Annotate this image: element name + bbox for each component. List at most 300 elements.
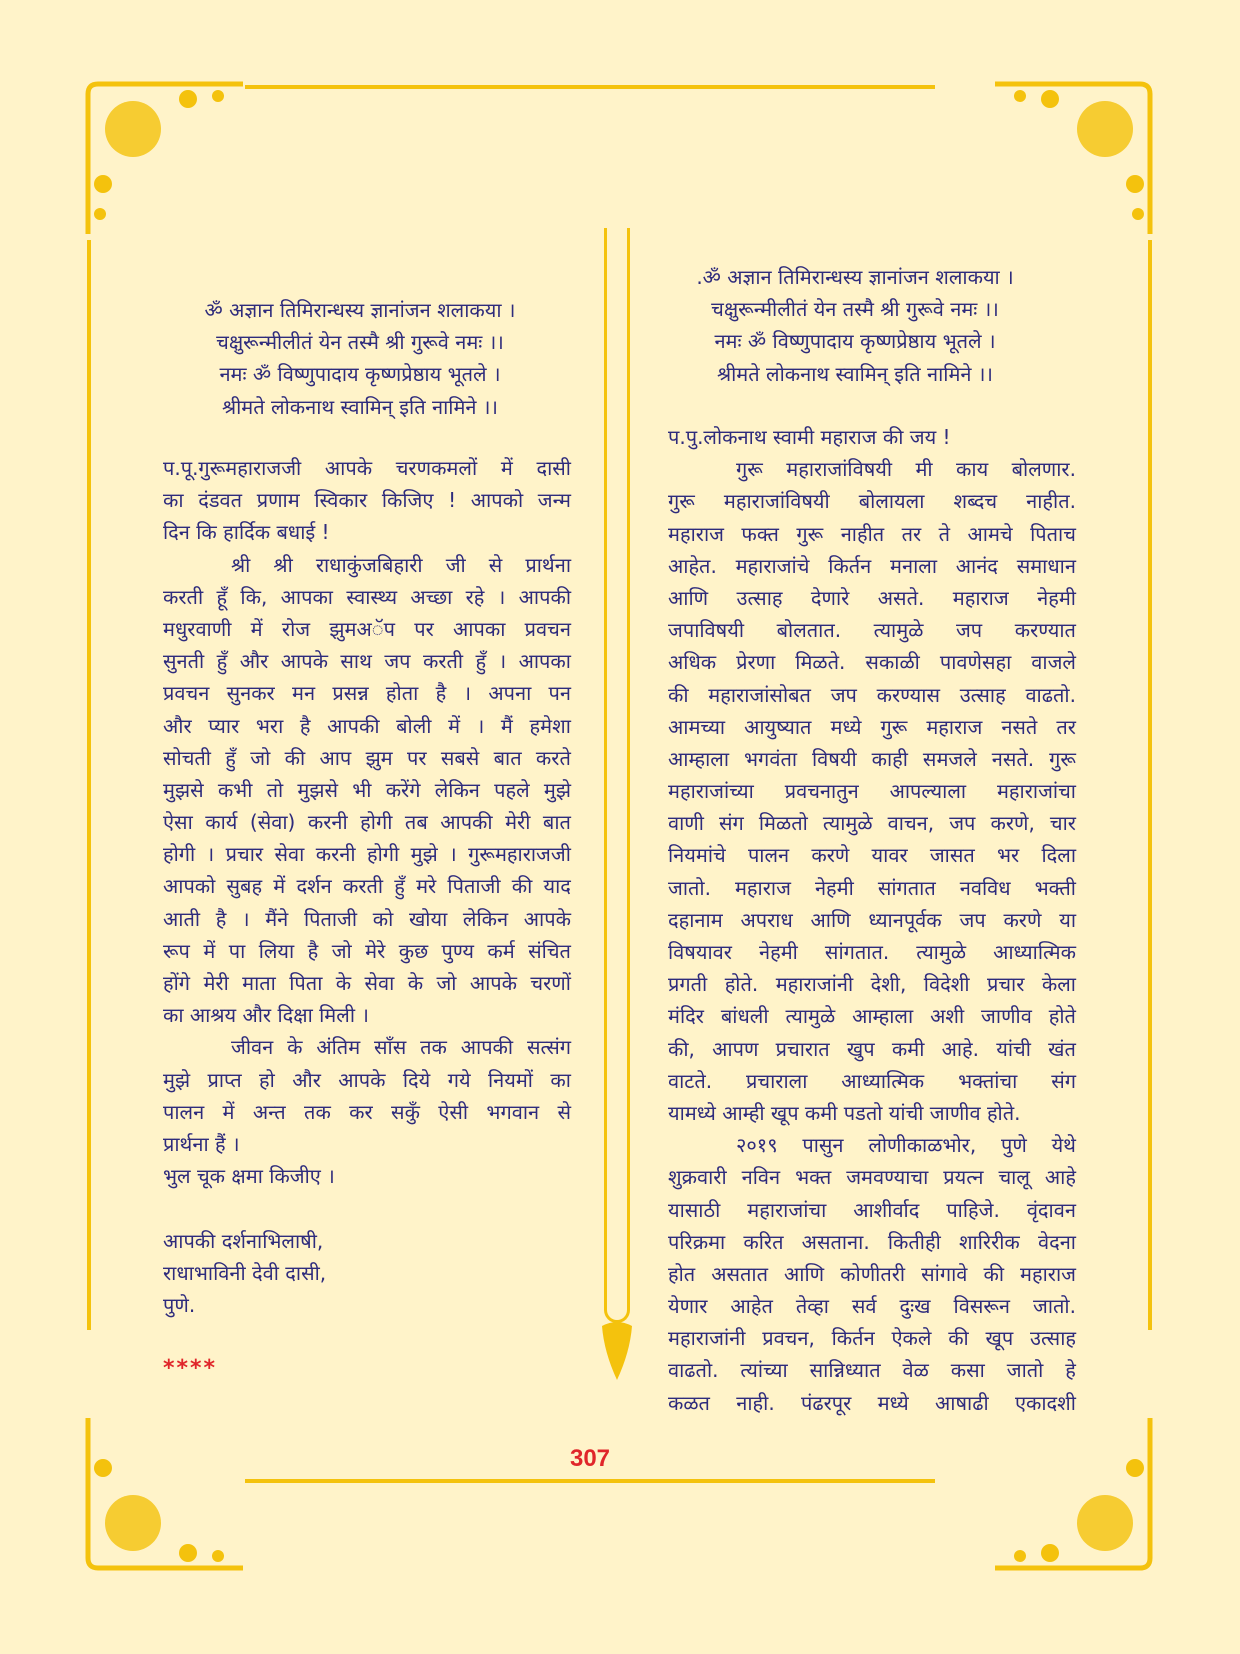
word: महाराजांनी bbox=[668, 1326, 746, 1351]
word: चालू bbox=[998, 1165, 1030, 1190]
word: जासत bbox=[929, 843, 975, 868]
word: बात bbox=[542, 810, 571, 835]
word: ते bbox=[938, 521, 951, 546]
word: करणे bbox=[1003, 907, 1042, 932]
word: आयुष्यात bbox=[744, 714, 812, 739]
word: दासी bbox=[536, 456, 571, 480]
word: पाहिजे. bbox=[946, 1197, 1000, 1222]
text-line: दिन कि हार्दिक बधाई ! bbox=[163, 520, 330, 545]
word: तक bbox=[420, 1035, 447, 1060]
word: पुणे bbox=[1000, 1133, 1027, 1158]
word: पिता bbox=[289, 971, 323, 995]
word: एकादशी bbox=[1014, 1390, 1076, 1415]
word: आध्यात्मिक bbox=[993, 940, 1076, 964]
word: कर bbox=[349, 1099, 373, 1124]
word: या bbox=[1059, 907, 1076, 932]
word: गये bbox=[447, 1067, 471, 1092]
end-stars: **** bbox=[163, 1356, 218, 1381]
word: वाणी bbox=[668, 811, 704, 836]
word: महाराजांविषयी bbox=[786, 457, 893, 482]
word: आपको bbox=[163, 874, 216, 899]
word: अपराध bbox=[740, 907, 793, 932]
text-line bbox=[668, 518, 1076, 550]
word: में bbox=[273, 874, 286, 899]
word: (सेवा) bbox=[249, 810, 296, 835]
word: लोणीकाळभोर, bbox=[868, 1133, 977, 1158]
word: सांगावे bbox=[921, 1261, 968, 1286]
word: जो bbox=[250, 745, 271, 770]
text-line bbox=[163, 677, 571, 709]
word: करण्यास bbox=[876, 682, 940, 707]
word: तर bbox=[901, 521, 922, 546]
word: वाढतो. bbox=[1025, 682, 1076, 707]
text-line bbox=[163, 710, 571, 742]
verse-line: ॐ अज्ञान तिमिरान्धस्य ज्ञानांजन शलाकया । bbox=[204, 298, 516, 322]
word: आपके bbox=[324, 456, 373, 480]
corner-ornament-icon bbox=[78, 74, 248, 234]
word: आपकी bbox=[327, 713, 380, 738]
word: गुरू bbox=[668, 489, 695, 514]
word: झुम bbox=[365, 745, 393, 770]
word: करनी bbox=[307, 810, 348, 835]
word: आम्हाला bbox=[668, 746, 730, 771]
word: जप bbox=[949, 811, 976, 836]
word: त्यामुळे bbox=[916, 940, 967, 964]
word: होगी bbox=[163, 842, 196, 867]
word: किर्तन bbox=[828, 553, 872, 578]
word: गुरू bbox=[736, 457, 763, 482]
word: त्यामुळे bbox=[822, 811, 873, 836]
word: बोलणार. bbox=[1011, 457, 1076, 482]
word: देणारे bbox=[810, 585, 850, 610]
word: जाणीव bbox=[981, 1004, 1032, 1029]
word: नेहमी bbox=[814, 875, 854, 900]
word: होते bbox=[1048, 1004, 1076, 1029]
word: आपकी bbox=[518, 584, 571, 609]
word: पावणेसहा bbox=[939, 650, 1012, 675]
word: आपकी bbox=[460, 1035, 514, 1060]
word: महाराजांनी bbox=[775, 972, 854, 997]
word: आपका bbox=[280, 584, 333, 609]
text-line bbox=[163, 870, 571, 902]
word: आपको bbox=[470, 488, 524, 513]
word: हो bbox=[259, 1067, 275, 1092]
word: प्रवचन bbox=[163, 681, 210, 706]
word: भक्त bbox=[795, 1165, 832, 1190]
word: प्रेरणा bbox=[736, 650, 776, 675]
word: पर bbox=[414, 616, 434, 641]
word: । bbox=[497, 584, 506, 609]
word: भर bbox=[997, 843, 1020, 868]
word: लेकिन bbox=[434, 777, 480, 802]
word: होगी bbox=[360, 810, 393, 835]
word: प्रणाम bbox=[256, 488, 300, 513]
word: मेरी bbox=[203, 971, 229, 995]
word: जीवन bbox=[231, 1035, 274, 1060]
word: करती bbox=[422, 649, 464, 674]
word: प्रसन्न bbox=[332, 681, 369, 706]
word: कार्य bbox=[205, 810, 238, 835]
word: करणे, bbox=[990, 811, 1035, 836]
word: नाहीत. bbox=[1026, 489, 1076, 514]
word: ! bbox=[448, 488, 457, 513]
text-line bbox=[163, 645, 571, 677]
word: की bbox=[511, 874, 533, 899]
word: पन bbox=[548, 681, 571, 706]
text-line bbox=[163, 613, 571, 645]
word: गुरूमहाराजजी bbox=[468, 842, 571, 867]
word: हुँ bbox=[475, 649, 487, 674]
word: हमेशा bbox=[529, 713, 571, 738]
word: वृंदावन bbox=[1026, 1197, 1076, 1222]
word: भरा bbox=[255, 713, 284, 738]
word: से bbox=[488, 552, 503, 577]
word: को bbox=[372, 906, 394, 931]
word: सकुँ bbox=[391, 1099, 420, 1124]
word: महाराजांचा bbox=[996, 779, 1076, 804]
word: आणि bbox=[784, 1261, 825, 1286]
word: सर्व bbox=[851, 1294, 877, 1319]
word: आपल्याला bbox=[889, 779, 967, 804]
word: दिये bbox=[402, 1067, 431, 1092]
word: है bbox=[435, 681, 447, 706]
word: मध्ये bbox=[830, 714, 862, 739]
text-line bbox=[163, 484, 571, 516]
word: करते bbox=[535, 745, 571, 770]
text-line bbox=[163, 806, 571, 838]
word: आपके bbox=[280, 649, 328, 674]
word: झुमअॅप bbox=[329, 616, 395, 641]
word: तो bbox=[266, 777, 284, 802]
word: प्रार्थना bbox=[525, 552, 571, 577]
word: ध्यानपूर्वक bbox=[868, 907, 942, 932]
word: करित bbox=[743, 1229, 784, 1254]
word: पासुन bbox=[802, 1133, 844, 1158]
word: प्रवचन bbox=[524, 616, 571, 641]
text-line bbox=[668, 711, 1076, 743]
word: जपाविषयी bbox=[668, 618, 745, 643]
word: अशी bbox=[930, 1004, 965, 1029]
word: प.पू.गुरूमहाराजजी bbox=[163, 456, 302, 480]
word: लिया bbox=[258, 938, 295, 963]
word: आप bbox=[319, 745, 352, 770]
word: असताना. bbox=[801, 1229, 870, 1254]
word: नियमों bbox=[487, 1067, 533, 1092]
left-border-line bbox=[87, 240, 91, 1330]
word: खुप bbox=[846, 1036, 875, 1061]
word: बोली bbox=[396, 713, 432, 738]
word: जमवण्याचा bbox=[846, 1165, 929, 1190]
word: सोचती bbox=[163, 745, 211, 770]
word: पिताजी bbox=[303, 906, 358, 931]
word: कसा bbox=[950, 1358, 985, 1383]
word: चरणकमलों bbox=[395, 456, 478, 480]
word: शब्दच bbox=[953, 489, 998, 514]
word: असतात bbox=[711, 1261, 769, 1286]
word: नसते bbox=[1001, 714, 1038, 739]
text-line bbox=[668, 1194, 1076, 1226]
word: करणे bbox=[811, 843, 850, 868]
word: की bbox=[983, 1261, 1004, 1286]
word: रूप bbox=[163, 938, 190, 963]
word: महाराज bbox=[952, 585, 1009, 610]
word: पंढरपूर bbox=[801, 1390, 852, 1415]
word: तर bbox=[1056, 714, 1076, 739]
text-line bbox=[668, 904, 1076, 936]
word: है bbox=[307, 938, 319, 963]
word: दंडवत bbox=[198, 488, 243, 513]
word: । bbox=[463, 681, 472, 706]
text-line bbox=[668, 968, 1076, 1000]
word: अधिक bbox=[668, 650, 717, 675]
word: वाटते. bbox=[668, 1068, 713, 1093]
word: जो bbox=[331, 938, 352, 963]
word: प्रचार bbox=[225, 842, 264, 867]
word: भक्ती bbox=[1034, 875, 1076, 900]
word: वेळ bbox=[902, 1358, 929, 1383]
word: आहेत bbox=[730, 1294, 773, 1319]
word: अपना bbox=[488, 681, 532, 706]
word: में bbox=[250, 616, 263, 641]
word: अच्छा bbox=[410, 584, 453, 609]
word: श्री bbox=[231, 552, 251, 577]
divider-drop-icon bbox=[600, 1322, 634, 1382]
text-line bbox=[668, 936, 1076, 968]
word: सांगतात bbox=[877, 875, 936, 900]
word: आहे. bbox=[941, 1036, 980, 1061]
word: काय bbox=[956, 457, 989, 482]
word: होत bbox=[668, 1261, 696, 1286]
word: दुःख bbox=[899, 1294, 931, 1319]
word: जप bbox=[959, 907, 986, 932]
word: का bbox=[163, 488, 184, 513]
word: गुरू bbox=[796, 521, 824, 546]
verse-line: चक्षुरून्मीलीतं येन तस्मै श्री गुरूवे नमः ।। bbox=[216, 330, 504, 355]
word: करनी bbox=[315, 842, 356, 867]
right-verse bbox=[650, 261, 1060, 390]
word: है bbox=[215, 906, 227, 931]
word: त्यामुळे bbox=[873, 618, 924, 643]
left-verse bbox=[150, 294, 570, 423]
word: सांगतात. bbox=[824, 940, 890, 964]
word: विसरून bbox=[953, 1294, 1011, 1319]
word: दर्शन bbox=[296, 874, 332, 899]
word: मन bbox=[292, 681, 316, 706]
verse-line: नमः ॐ विष्णुपादाय कृष्णप्रेष्ठाय भूतले । bbox=[219, 362, 501, 387]
text-line: का आश्रय और दिक्षा मिली । bbox=[163, 1003, 369, 1028]
text-line bbox=[668, 1387, 1076, 1419]
word: खोया bbox=[408, 906, 448, 931]
word: आनंद bbox=[955, 553, 998, 578]
word: मिळते. bbox=[795, 650, 846, 675]
word: में bbox=[448, 713, 461, 738]
text-line bbox=[668, 1290, 1076, 1322]
word: साँस bbox=[374, 1035, 407, 1060]
word: नसते. bbox=[991, 746, 1035, 771]
word: अंतिम bbox=[316, 1035, 361, 1060]
word: फक्त bbox=[741, 521, 779, 546]
right-body bbox=[668, 421, 1076, 1419]
word: श्री bbox=[273, 552, 293, 577]
text-line bbox=[668, 582, 1076, 614]
word: रहे bbox=[465, 584, 485, 609]
word: सुबह bbox=[226, 874, 263, 899]
text-line bbox=[668, 485, 1076, 517]
word: चरणों bbox=[530, 971, 571, 995]
corner-ornament-icon bbox=[990, 74, 1160, 234]
text-line bbox=[668, 614, 1076, 646]
word: बोलायला bbox=[858, 489, 925, 514]
word: आपण bbox=[712, 1036, 759, 1061]
word: प्रवचनातुन bbox=[784, 779, 859, 804]
word: वाजले bbox=[1031, 650, 1076, 675]
text-line bbox=[163, 742, 571, 774]
word: ऐसी bbox=[438, 1099, 469, 1124]
word: मुझे bbox=[410, 842, 438, 867]
text-line bbox=[668, 743, 1076, 775]
word: बोलतात. bbox=[776, 618, 842, 643]
text-line bbox=[163, 967, 571, 999]
word: । bbox=[449, 842, 457, 867]
word: आम्हाला bbox=[852, 1004, 914, 1029]
word: हुँ bbox=[394, 874, 405, 899]
word: आध्यात्मिक bbox=[841, 1068, 925, 1093]
word: याद bbox=[543, 874, 571, 899]
word: । bbox=[206, 842, 215, 867]
word: विषयी bbox=[812, 746, 857, 771]
word: राधाकुंजबिहारी bbox=[315, 552, 423, 577]
word: संग bbox=[1051, 1068, 1076, 1093]
word: असते. bbox=[877, 585, 925, 610]
word: दहानाम bbox=[668, 907, 723, 932]
word: लेकिन bbox=[462, 906, 509, 931]
word: त्यांच्या bbox=[740, 1358, 788, 1383]
word: पुण्य bbox=[441, 938, 474, 963]
word: मरे bbox=[416, 874, 437, 899]
text-line bbox=[668, 807, 1076, 839]
word: उत्साह bbox=[736, 585, 783, 610]
word: नाहीत bbox=[840, 521, 885, 546]
word: वेदना bbox=[1037, 1229, 1076, 1254]
word: के bbox=[287, 1035, 303, 1060]
verse-line: .ॐ अज्ञान तिमिरान्धस्य ज्ञानांजन शलाकया । bbox=[696, 265, 1014, 289]
word: २०१९ bbox=[736, 1133, 778, 1158]
word: हुँ bbox=[216, 649, 228, 674]
word: यासाठी bbox=[668, 1197, 721, 1222]
bottom-border-line bbox=[245, 1479, 935, 1483]
word: मंदिर bbox=[668, 1004, 704, 1029]
word: आशीर्वाद bbox=[853, 1197, 920, 1222]
word: पालन bbox=[747, 843, 790, 868]
word: का bbox=[550, 1067, 571, 1092]
word: मैं bbox=[500, 713, 513, 738]
word: आपकी bbox=[440, 810, 493, 835]
word: भी bbox=[352, 777, 372, 802]
word: पहले bbox=[494, 777, 530, 802]
word: करण्यात bbox=[1014, 618, 1076, 643]
word: प्राप्त bbox=[207, 1067, 242, 1092]
word: की, bbox=[668, 1036, 695, 1061]
word: भक्तांचा bbox=[958, 1068, 1018, 1093]
word: की bbox=[948, 1326, 969, 1351]
word: होंगे bbox=[163, 971, 191, 995]
word: मुझसे bbox=[163, 777, 204, 802]
text-line bbox=[163, 452, 571, 484]
word: प्रचाराला bbox=[746, 1068, 808, 1093]
word: प्रचारात bbox=[775, 1036, 830, 1061]
word: आहेत. bbox=[668, 553, 717, 578]
text-line bbox=[668, 1258, 1076, 1290]
word: आपके bbox=[338, 1067, 386, 1092]
word: स्विकार bbox=[314, 488, 368, 513]
word: उत्साह bbox=[959, 682, 1006, 707]
word: करेंगे bbox=[385, 777, 421, 802]
word: के bbox=[407, 971, 424, 995]
word: सुनती bbox=[163, 649, 205, 674]
word: ऐकले bbox=[891, 1326, 932, 1351]
word: यावर bbox=[871, 843, 908, 868]
word: महाराज bbox=[734, 875, 791, 900]
word: नियमांचे bbox=[668, 843, 726, 868]
word: आषाढी bbox=[935, 1390, 989, 1415]
word: सुनकर bbox=[226, 681, 275, 706]
word: सेवा bbox=[274, 842, 305, 867]
word: जन्म bbox=[537, 488, 571, 513]
word: यांची bbox=[996, 1036, 1031, 1061]
word: प्रयत्न bbox=[943, 1165, 984, 1190]
word: बांधली bbox=[720, 1004, 769, 1029]
word: कभी bbox=[217, 777, 253, 802]
word: येथे bbox=[1051, 1133, 1076, 1158]
word: तेव्हा bbox=[795, 1294, 829, 1319]
word: कोणीतरी bbox=[840, 1261, 906, 1286]
word: चार bbox=[1049, 811, 1076, 836]
word: साथ bbox=[340, 649, 372, 674]
text-line bbox=[668, 839, 1076, 871]
word: जप bbox=[830, 682, 857, 707]
word: और bbox=[239, 649, 269, 674]
word: करती bbox=[342, 874, 384, 899]
word: त्यामुळे bbox=[785, 1004, 836, 1029]
word: स्वास्थ्य bbox=[346, 584, 398, 609]
word: आपके bbox=[469, 971, 518, 995]
column-divider bbox=[604, 228, 630, 1323]
word: होता bbox=[385, 681, 419, 706]
word: समाधान bbox=[1016, 553, 1076, 578]
word: नेहमी bbox=[1037, 585, 1076, 610]
word: गुरू bbox=[1049, 746, 1076, 771]
word: जातो. bbox=[668, 875, 711, 900]
word: मेरी bbox=[505, 810, 531, 835]
word: । bbox=[476, 713, 485, 738]
word: रोज bbox=[281, 616, 311, 641]
text-line bbox=[163, 838, 571, 870]
word: में bbox=[222, 1099, 235, 1124]
word: और bbox=[163, 713, 192, 738]
word: महाराजांच्या bbox=[668, 779, 754, 804]
word: मुझे bbox=[543, 777, 571, 802]
text-line bbox=[668, 1226, 1076, 1258]
word: नवविध bbox=[959, 875, 1011, 900]
word: अन्त bbox=[252, 1099, 286, 1124]
word: कमी bbox=[891, 1036, 925, 1061]
word: मुझसे bbox=[297, 777, 339, 802]
text-line bbox=[163, 935, 571, 967]
word: विषयावर bbox=[668, 940, 732, 964]
word: प्रचार bbox=[986, 972, 1025, 997]
right-border-line bbox=[1148, 240, 1152, 1330]
word: है bbox=[299, 713, 311, 738]
